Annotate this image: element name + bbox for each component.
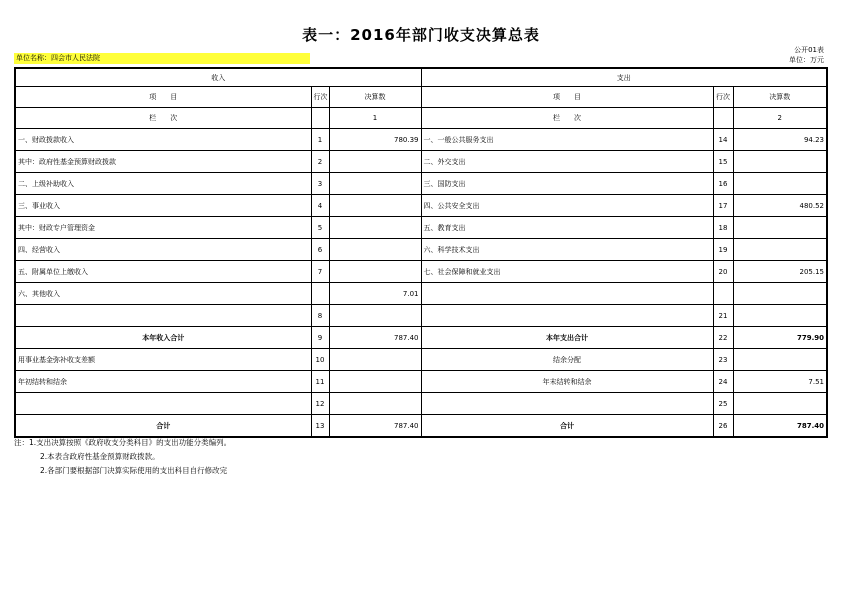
- expense-item: [421, 393, 713, 415]
- income-item: [15, 393, 311, 415]
- expense-subtotal-label: 本年支出合计: [421, 327, 713, 349]
- unit-label: 单位：万元: [789, 56, 824, 64]
- income-line-no: 7: [311, 261, 329, 283]
- column-index-row: [15, 108, 827, 129]
- expense-item: 三、国防支出: [421, 173, 713, 195]
- income-total-amount: 787.40: [329, 415, 421, 438]
- income-amount: 780.39: [329, 129, 421, 151]
- income-amount: [329, 261, 421, 283]
- income-amount: [329, 239, 421, 261]
- expense-item: 五、教育支出: [421, 217, 713, 239]
- income-column-label: 栏 次: [15, 108, 311, 129]
- income-line-no: 12: [311, 393, 329, 415]
- expense-item: 年末结转和结余: [421, 371, 713, 393]
- expense-header: 支出: [421, 68, 827, 87]
- income-line-no: 8: [311, 305, 329, 327]
- income-item: [15, 305, 311, 327]
- expense-item: [421, 305, 713, 327]
- footnote: 注：1.支出决算按照《政府收支分类科目》的支出功能分类编列。: [14, 438, 232, 447]
- income-amount: [329, 217, 421, 239]
- income-amount: [329, 393, 421, 415]
- expense-amount-header: 决算数: [733, 87, 827, 108]
- income-line-no: 9: [311, 327, 329, 349]
- table-row: [15, 129, 827, 151]
- table-row: [15, 151, 827, 173]
- expense-column-index: 2: [733, 108, 827, 129]
- expense-amount: [733, 217, 827, 239]
- expense-line-no: 24: [713, 371, 733, 393]
- expense-column-label: 栏 次: [421, 108, 713, 129]
- income-line-no: 6: [311, 239, 329, 261]
- income-line-no: 5: [311, 217, 329, 239]
- income-line-no: 13: [311, 415, 329, 438]
- expense-line-no: 20: [713, 261, 733, 283]
- expense-line-no: 25: [713, 393, 733, 415]
- income-amount: [329, 151, 421, 173]
- expense-line-no: 26: [713, 415, 733, 438]
- expense-item: 七、社会保障和就业支出: [421, 261, 713, 283]
- expense-item: 四、公共安全支出: [421, 195, 713, 217]
- table-row: [15, 261, 827, 283]
- income-item: 年初结转和结余: [15, 371, 311, 393]
- income-amount-header: 决算数: [329, 87, 421, 108]
- expense-item: 二、外交支出: [421, 151, 713, 173]
- expense-line-no: 19: [713, 239, 733, 261]
- income-item: 一、财政拨款收入: [15, 129, 311, 151]
- expense-line-no: [713, 283, 733, 305]
- income-item: 用事业基金弥补收支差额: [15, 349, 311, 371]
- income-item: 五、附属单位上缴收入: [15, 261, 311, 283]
- expense-line-no: 14: [713, 129, 733, 151]
- expense-total-amount: 787.40: [733, 415, 827, 438]
- table-row: [15, 327, 827, 349]
- expense-line-no: 17: [713, 195, 733, 217]
- expense-amount: 94.23: [733, 129, 827, 151]
- income-item: 三、事业收入: [15, 195, 311, 217]
- income-amount: [329, 195, 421, 217]
- income-amount: [329, 173, 421, 195]
- income-line-no: [311, 283, 329, 305]
- table-row: [15, 415, 827, 438]
- income-subtotal-amount: 787.40: [329, 327, 421, 349]
- table-row: [15, 217, 827, 239]
- expense-amount: [733, 173, 827, 195]
- income-item: 四、经营收入: [15, 239, 311, 261]
- income-item: 其中：政府性基金预算财政拨款: [15, 151, 311, 173]
- expense-item: 六、科学技术支出: [421, 239, 713, 261]
- income-line-no: 2: [311, 151, 329, 173]
- column-header-row: [15, 87, 827, 108]
- expense-amount: [733, 393, 827, 415]
- income-item: 二、上级补助收入: [15, 173, 311, 195]
- expense-amount: 7.51: [733, 371, 827, 393]
- income-line-no: 11: [311, 371, 329, 393]
- expense-item: 一、一般公共服务支出: [421, 129, 713, 151]
- expense-item: [421, 283, 713, 305]
- expense-amount: [733, 239, 827, 261]
- expense-line-no: 22: [713, 327, 733, 349]
- table-row: [15, 393, 827, 415]
- expense-subtotal-amount: 779.90: [733, 327, 827, 349]
- income-amount: [329, 305, 421, 327]
- income-line-no: 1: [311, 129, 329, 151]
- expense-line-no: 15: [713, 151, 733, 173]
- expense-amount: [733, 151, 827, 173]
- expense-amount: 205.15: [733, 261, 827, 283]
- income-line-header: 行次: [311, 87, 329, 108]
- income-column-index: 1: [329, 108, 421, 129]
- table-row: [15, 371, 827, 393]
- income-total-label: 合计: [15, 415, 311, 438]
- table-row: [15, 305, 827, 327]
- expense-line-no: 21: [713, 305, 733, 327]
- footnote: 2.各部门要根据部门决算实际使用的支出科目自行修改完: [40, 466, 228, 475]
- expense-line-no: 18: [713, 217, 733, 239]
- income-line-no: 4: [311, 195, 329, 217]
- form-number: 公开01表: [794, 46, 824, 54]
- table-row: [15, 349, 827, 371]
- expense-amount: [733, 305, 827, 327]
- expense-amount: [733, 349, 827, 371]
- page-title: 表一：2016年部门收支决算总表: [302, 26, 540, 44]
- income-header: 收入: [15, 68, 421, 87]
- table-row: [15, 173, 827, 195]
- expense-amount: 480.52: [733, 195, 827, 217]
- income-subtotal-label: 本年收入合计: [15, 327, 311, 349]
- table-row: [15, 283, 827, 305]
- expense-amount: [733, 283, 827, 305]
- expense-item: 结余分配: [421, 349, 713, 371]
- income-amount: 7.01: [329, 283, 421, 305]
- unit-name: 单位名称：四会市人民法院: [14, 53, 310, 64]
- expense-line-no: 23: [713, 349, 733, 371]
- expense-item-header: 项 目: [421, 87, 713, 108]
- footnote: 2.本表含政府性基金预算财政拨款。: [40, 452, 160, 461]
- income-amount: [329, 349, 421, 371]
- income-line-no: 3: [311, 173, 329, 195]
- income-item: 其中：财政专户管理资金: [15, 217, 311, 239]
- section-header-row: [15, 68, 827, 87]
- table-row: [15, 239, 827, 261]
- expense-line-header: 行次: [713, 87, 733, 108]
- table-row: [15, 195, 827, 217]
- income-item-header: 项 目: [15, 87, 311, 108]
- expense-total-label: 合计: [421, 415, 713, 438]
- income-amount: [329, 371, 421, 393]
- budget-table: [14, 67, 828, 438]
- income-item: 六、其他收入: [15, 283, 311, 305]
- expense-line-no: 16: [713, 173, 733, 195]
- footnotes: [14, 436, 231, 478]
- income-line-no: 10: [311, 349, 329, 371]
